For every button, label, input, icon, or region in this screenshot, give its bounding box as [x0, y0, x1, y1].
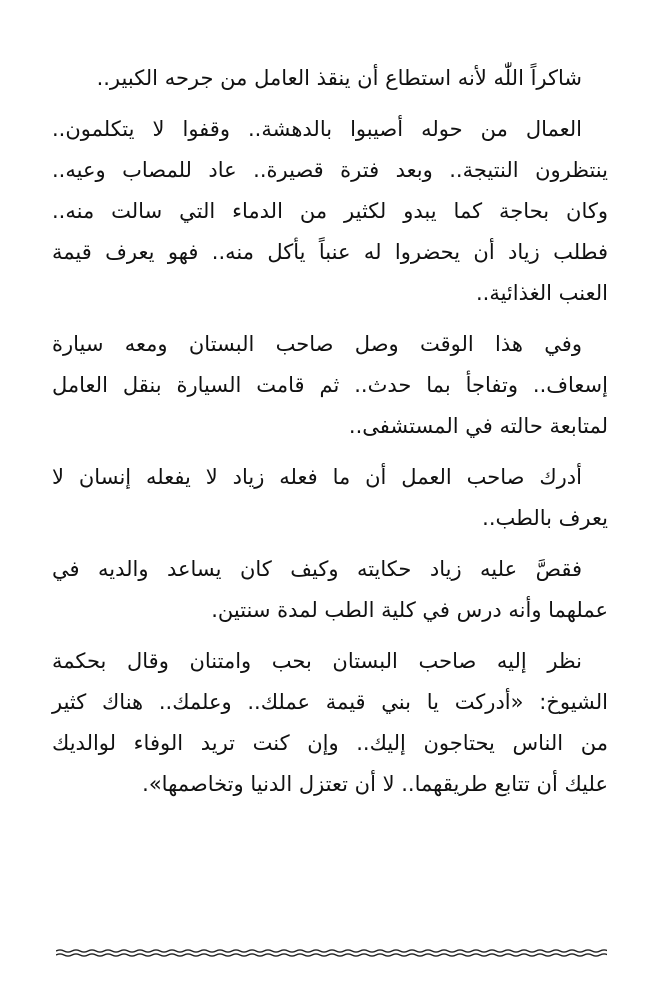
text-line: من الناس يحتاجون إليك.. وإن كنت تريد الوفاء لوالديك — [52, 731, 608, 755]
text-line: وفي هذا الوقت وصل صاحب البستان ومعه سيارة — [52, 332, 582, 356]
text-line: عملهما وأنه درس في كلية الطب لمدة سنتين. — [211, 598, 608, 622]
story-page — [52, 58, 608, 815]
paragraph-5 — [52, 549, 608, 631]
text-line: وكان بحاجة كما يبدو لكثير من الدماء التي سالت منه.. — [52, 199, 608, 223]
text-line: ينتظرون النتيجة.. وبعد فترة قصيرة.. عاد للمصاب وعيه.. — [52, 158, 608, 182]
text-line: إسعاف.. وتفاجأ بما حدث.. ثم قامت السيارة بنقل العامل — [52, 373, 608, 397]
paragraph-4 — [52, 457, 608, 539]
text-line: فقصَّ عليه زياد حكايته وكيف كان يساعد والديه في — [52, 557, 582, 581]
text-line: فطلب زياد أن يحضروا له عنباً يأكل منه.. فهو يعرف قيمة — [52, 240, 608, 264]
text-line: العنب الغذائية.. — [475, 281, 608, 305]
paragraph-1 — [52, 58, 608, 99]
text-line: عليك أن تتابع طريقهما.. لا أن تعتزل الدنيا وتخاصمها». — [142, 772, 608, 796]
text-line: نظر إليه صاحب البستان بحب وامتنان وقال بحكمة — [52, 649, 582, 673]
paragraph-2 — [52, 109, 608, 314]
text-line: شاكراً اللّٰه لأنه استطاع أن ينقذ العامل من جرحه الكبير.. — [96, 66, 582, 90]
wavy-divider — [56, 946, 607, 960]
text-line: لمتابعة حالته في المستشفى.. — [348, 414, 608, 438]
text-line: الشيوخ: «أدركت يا بني قيمة عملك.. وعلمك.. هناك كثير — [52, 690, 608, 714]
paragraph-6 — [52, 641, 608, 805]
paragraph-3 — [52, 324, 608, 447]
text-line: العمال من حوله أصيبوا بالدهشة.. وقفوا لا يتكلمون.. — [52, 117, 582, 141]
text-line: يعرف بالطب.. — [482, 506, 608, 530]
text-line: أدرك صاحب العمل أن ما فعله زياد لا يفعله إنسان لا — [52, 465, 582, 489]
